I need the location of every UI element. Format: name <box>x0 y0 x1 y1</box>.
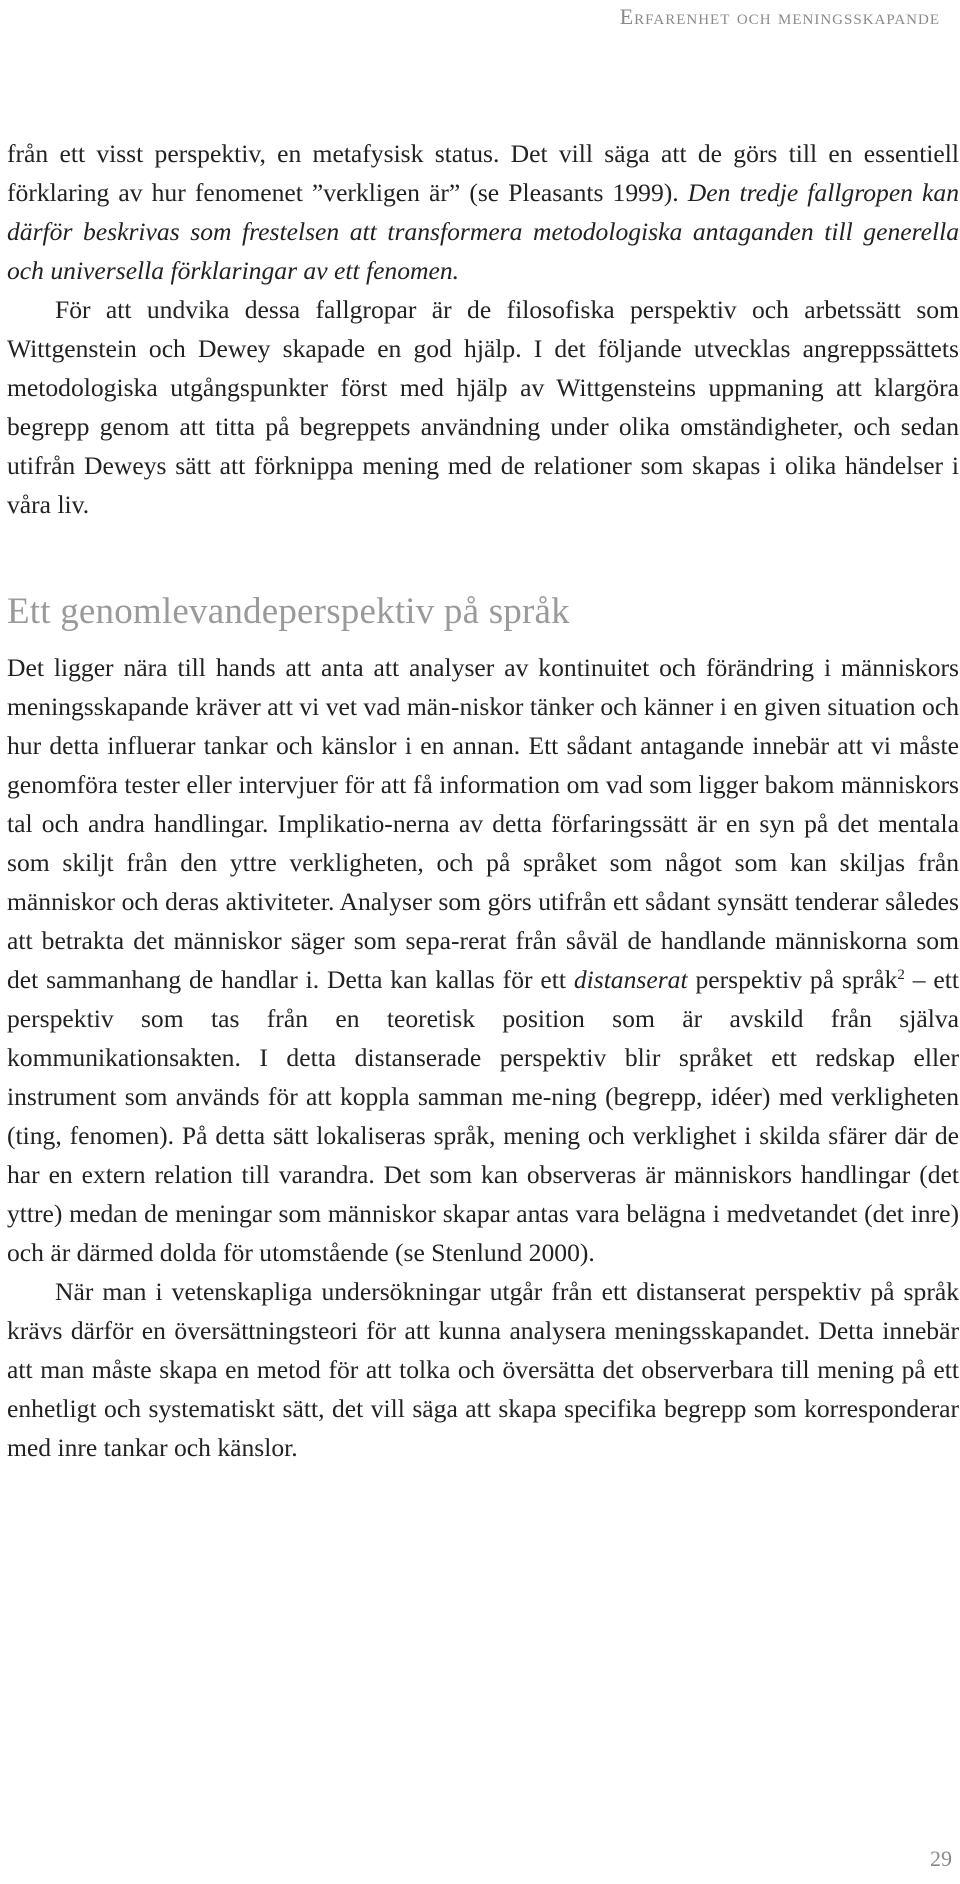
text-run: För att undvika dessa fallgropar är de filosofiska perspektiv och arbetssätt som Wittgenstein och Dewey skapade en god hjälp. I det följande utvecklas angreppssättets metodologiska utgångspunkter först med hjälp av Wittgensteins uppmaning att klargöra begrepp genom att titta på begreppets användning under olika omständigheter, och sedan utifrån Deweys sätt att förknippa mening med de relationer som skapas i olika händelser i våra liv. <box>7 295 959 519</box>
footnote-marker: 2 <box>897 967 905 983</box>
text-run: perspektiv på språk <box>687 965 898 994</box>
section-spacer <box>7 524 959 586</box>
text-run: Det ligger nära till hands att anta att analyser av kontinuitet och förändring i människors meningsskapande kräver att vi vet vad män-niskor tänker och känner i en given situation och hur detta influerar tankar och känslor i en annan. Ett sådant antagande innebär att vi måste genomföra tester eller intervjuer för att få information om vad som ligger bakom människors tal och andra handlingar. Implikatio-nerna av detta förfaringssätt är en syn på det mentala som skiljt från den yttre verkligheten, och på språket som något som kan skiljas från människor och deras aktiviteter. Analyser som görs utifrån ett sådant synsätt tenderar således att betrakta det människor säger som sepa-rerat från såväl de handlande människorna som det sammanhang de handlar i. Detta kan kallas för ett <box>7 653 959 994</box>
paragraph <box>7 1272 959 1467</box>
italic-text: Den tredje fallgropen kan därför beskrivas som frestelsen att transformera metodologiska antaganden till generella och universella förklaringar av ett fenomen. <box>7 178 959 285</box>
italic-text: distanserat <box>573 965 688 994</box>
section-paragraphs <box>7 648 959 1467</box>
section-heading: Ett genomlevandeperspektiv på språk <box>7 591 570 632</box>
text-run: från ett visst perspektiv, en metafysisk status. Det vill säga att de görs till en essentiell förklaring av hur fenomenet ”verkligen är” (se Pleasants 1999). <box>7 139 959 207</box>
text-run: När man i vetenskapliga undersökningar utgår från ett distanserat perspektiv på språk krävs därför en översättningsteori för att kunna analysera meningsskapandet. Detta innebär att man måste skapa en metod för att tolka och översätta det observerbara till mening på ett enhetligt och systematiskt sätt, det vill säga att skapa specifika begrepp som korresponderar med inre tankar och känslor. <box>7 1277 959 1462</box>
page-number: 29 <box>930 1846 952 1871</box>
paragraph <box>7 290 959 524</box>
running-head: Erfarenhet och meningsskapande <box>619 4 940 29</box>
intro-paragraphs <box>7 134 959 524</box>
body-text <box>7 134 959 1467</box>
paragraph <box>7 648 959 1272</box>
paragraph <box>7 134 959 290</box>
text-run: – ett perspektiv som tas från en teoretisk position som är avskild från själva kommunikationsakten. I detta distanserade perspektiv blir språket ett redskap eller instrument som används för att koppla samman me-ning (begrepp, idéer) med verkligheten (ting, fenomen). På detta sätt lokaliseras språk, mening och verklighet i skilda sfärer där de har en extern relation till varandra. Det som kan observeras är människors handlingar (det yttre) medan de meningar som människor skapar antas vara belägna i medvetandet (det inre) och är därmed dolda för utomstående (se Stenlund 2000). <box>7 965 959 1267</box>
